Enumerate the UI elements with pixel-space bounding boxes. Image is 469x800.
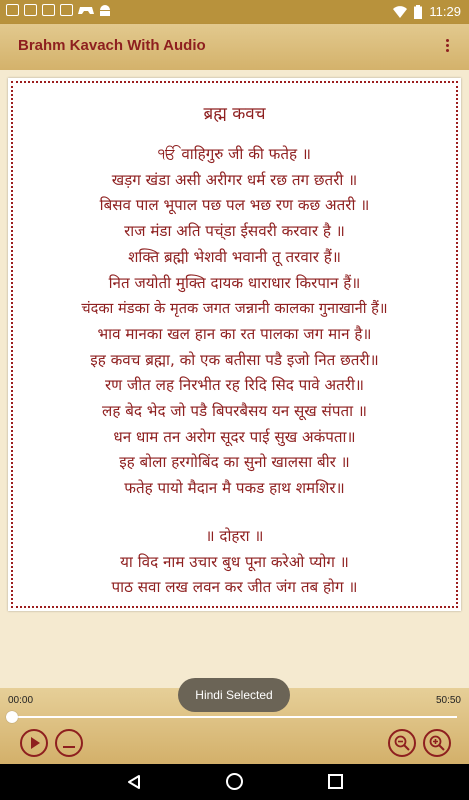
content-area[interactable]	[0, 70, 469, 688]
game-controller-icon	[78, 4, 94, 16]
kavach-text	[8, 102, 461, 601]
verse-line: लह बेद भेद जो पडै बिपरबैसय यन सूख संपता ॥	[102, 402, 367, 421]
battery-icon	[414, 5, 422, 19]
verse-line: राज मंडा अति पच्ंडा ईसवरी करवार है ॥	[124, 222, 345, 241]
status-bar	[0, 0, 469, 24]
verse-line: शक्ति ब्रह्मी भेशवी भवानी तू तरवार हैं॥	[128, 247, 341, 266]
status-time: 11:29	[429, 4, 461, 19]
notification-icons	[6, 4, 111, 16]
seek-thumb[interactable]	[6, 711, 18, 723]
zoom-in-icon	[425, 731, 449, 755]
verse-line: रण जीत लह निरभीत रह रिदि सिद पावे अतरी॥	[104, 376, 365, 395]
navigation-bar	[0, 764, 469, 800]
play-icon	[22, 731, 46, 755]
play-button[interactable]	[20, 729, 48, 757]
minus-icon	[57, 731, 81, 755]
app-bar	[0, 24, 469, 70]
verse-line: इह बोला हरगोबिंद का सुनो खालसा बीर ॥	[119, 453, 350, 472]
verse-line: फतेह पायो मैदान मै पकड हाथ शमशिर॥	[124, 479, 345, 498]
message-icon	[42, 4, 55, 16]
verse-line: भाव मानका खल हान का रत पालका जग मान है॥	[97, 324, 372, 343]
zoom-out-button[interactable]	[388, 729, 416, 757]
image-icon	[6, 4, 19, 16]
verse-line: इह कवच ब्रह्मा, को एक बतीसा पडै इजो नित छतरी॥	[90, 350, 379, 369]
verse-line: या विद नाम उचार बुध पूना करेओ प्योग ॥	[120, 552, 349, 571]
verse-line: नित जयोती मुक्ति दायक धाराधार किरपान हैं॥	[108, 273, 361, 292]
toast-message: Hindi Selected	[178, 678, 290, 712]
image-icon	[24, 4, 37, 16]
kavach-title: ब्रह्म कवच	[203, 104, 266, 124]
verse-line: खड़ग खंडा असी अरीगर धर्म रछ तग छतरी ॥	[111, 170, 358, 189]
minus-button[interactable]	[55, 729, 83, 757]
verse-line: बिसव पाल भूपाल पछ पल भछ रण कछ अतरी ॥	[99, 196, 370, 215]
verse-line: पाठ सवा लख लवन कर जीत जंग तब होग ॥	[111, 578, 358, 597]
overflow-menu-icon[interactable]	[443, 37, 451, 57]
app-title: Brahm Kavach With Audio	[18, 37, 206, 54]
wifi-icon	[393, 6, 407, 18]
back-icon[interactable]	[126, 774, 142, 790]
system-icons	[393, 4, 461, 19]
zoom-in-button[interactable]	[423, 729, 451, 757]
mail-icon	[60, 4, 73, 16]
verse-line: धन धाम तन अरोग सूदर पाई सुख अकंपता॥	[113, 427, 356, 446]
seek-bar[interactable]	[12, 716, 457, 718]
spacer	[8, 502, 461, 524]
total-time: 50:50	[435, 695, 461, 706]
verse-line: चंदका मंडका के मृतक जगत जन्नानी कालका गुनाखानी हैं॥	[81, 300, 388, 318]
current-time: 00:00	[8, 695, 34, 706]
home-icon[interactable]	[226, 773, 243, 790]
zoom-out-icon	[390, 731, 414, 755]
verse-line: ੴ वाहिगुरु जी की फतेह ॥	[158, 145, 311, 163]
android-icon	[99, 4, 111, 16]
recents-icon[interactable]	[328, 774, 343, 789]
dohra-title: ॥ दोहरा ॥	[205, 526, 264, 545]
kavach-card	[8, 78, 461, 611]
